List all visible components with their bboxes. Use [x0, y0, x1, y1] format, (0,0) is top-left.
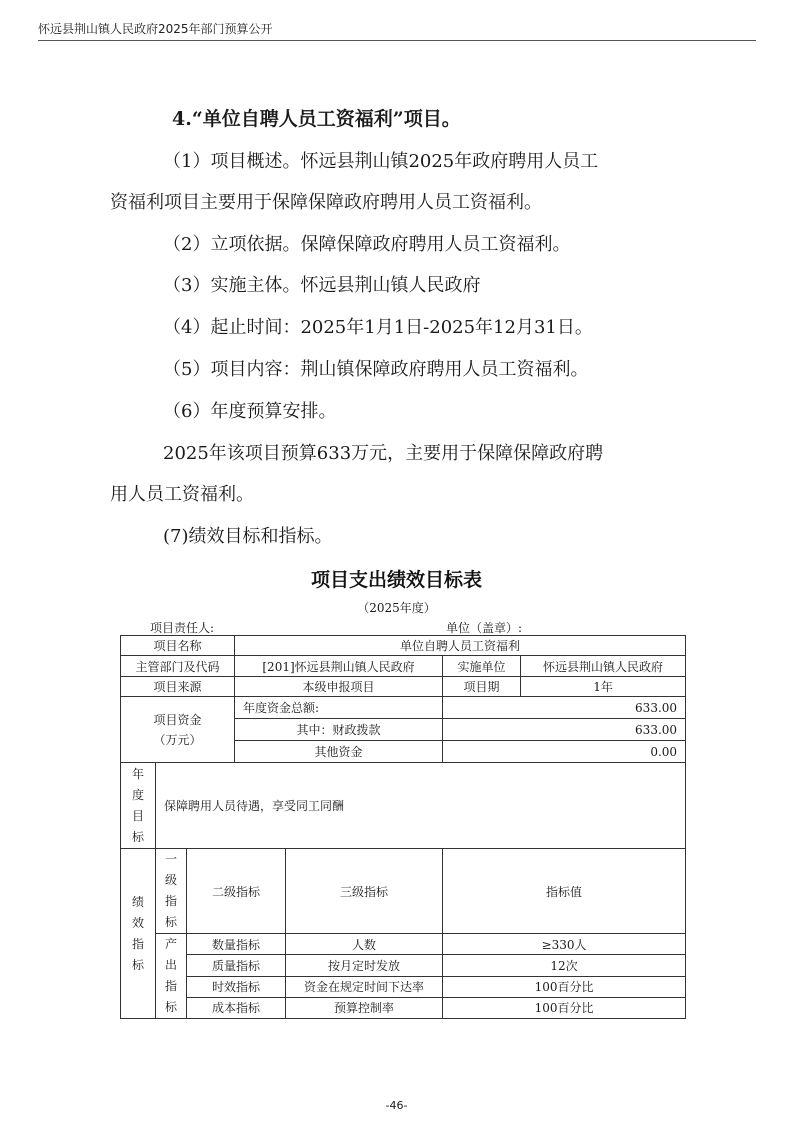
level1-char: 指	[164, 894, 177, 908]
level3-cell: 按月定时发放	[286, 955, 443, 976]
source-value: 本级申报项目	[235, 677, 443, 697]
funds-label	[121, 697, 235, 763]
annual-goal-char: 度	[131, 787, 144, 802]
annual-goal-char: 标	[131, 829, 144, 844]
project-name-label: 项目名称	[121, 636, 235, 656]
annual-goal-label	[121, 763, 156, 849]
period-value: 1年	[521, 677, 686, 697]
page-number: -46-	[385, 1099, 408, 1112]
paragraph-overview-line1: （1）项目概述。怀远县荆山镇2025年政府聘用人员工	[163, 151, 599, 172]
paragraph-goals: (7)绩效目标和指标。	[163, 526, 333, 547]
output-char: 出	[164, 958, 177, 972]
annual-goal-char: 年	[131, 766, 144, 781]
annual-goal-text: 保障聘用人员待遇，享受同工同酬	[156, 763, 686, 849]
fiscal-funds-value: 633.00	[443, 719, 686, 741]
level2-cell: 时效指标	[187, 976, 286, 997]
level3-header: 三级指标	[286, 849, 443, 934]
source-label: 项目来源	[121, 677, 235, 697]
table-title: 项目支出绩效目标表	[310, 569, 482, 591]
fiscal-funds-label: 其中：财政拨款	[235, 719, 443, 741]
level1-char: 级	[164, 873, 177, 887]
level3-cell: 人数	[286, 934, 443, 955]
header-divider	[38, 40, 756, 41]
perf-char: 指	[131, 936, 144, 951]
responsible-person-label: 项目责任人:	[150, 621, 215, 635]
unit-seal-label: 单位（盖章）:	[446, 621, 523, 635]
table-year: （2025年度）	[357, 601, 436, 615]
level2-cell: 成本指标	[187, 997, 286, 1018]
perf-char: 效	[131, 915, 144, 930]
section-heading: 4.“单位自聘人员工资福利”项目。	[172, 108, 461, 130]
level1-header	[156, 849, 187, 934]
level1-char: 标	[164, 915, 177, 929]
paragraph-budget-heading: （6）年度预算安排。	[163, 401, 337, 422]
perf-char: 绩	[131, 894, 144, 909]
level1-char: 一	[164, 852, 177, 866]
period-label: 项目期	[443, 677, 521, 697]
other-funds-label: 其他资金	[235, 741, 443, 763]
project-name-value: 单位自聘人员工资福利	[235, 636, 686, 656]
paragraph-budget-line2: 用人员工资福利。	[110, 484, 254, 505]
value-header: 指标值	[443, 849, 686, 934]
output-char: 产	[164, 937, 177, 951]
total-funds-label: 年度资金总额:	[235, 697, 443, 719]
paragraph-implementer: （3）实施主体。怀远县荆山镇人民政府	[163, 275, 481, 296]
performance-indicator-label	[121, 849, 156, 1019]
annual-goal-char: 目	[131, 808, 144, 823]
impl-label: 实施单位	[443, 656, 521, 677]
output-char: 标	[164, 1000, 177, 1014]
paragraph-period: （4）起止时间：2025年1月1日-2025年12月31日。	[163, 317, 593, 338]
dept-label: 主管部门及代码	[121, 656, 235, 677]
paragraph-content: （5）项目内容：荆山镇保障政府聘用人员工资福利。	[163, 359, 589, 380]
page-header-title: 怀远县荆山镇人民政府2025年部门预算公开	[38, 22, 273, 36]
other-funds-value: 0.00	[443, 741, 686, 763]
total-funds-value: 633.00	[443, 697, 686, 719]
output-char: 指	[164, 979, 177, 993]
paragraph-basis: （2）立项依据。保障保障政府聘用人员工资福利。	[163, 234, 571, 255]
level3-cell: 资金在规定时间下达率	[286, 976, 443, 997]
level2-cell: 质量指标	[187, 955, 286, 976]
output-indicator-label	[156, 934, 187, 1019]
funds-label-line1: 项目资金	[153, 712, 202, 727]
performance-table	[120, 635, 686, 1019]
value-cell: ≥330人	[443, 934, 686, 955]
funds-label-line2: （万元）	[153, 732, 202, 747]
level2-cell: 数量指标	[187, 934, 286, 955]
impl-value: 怀远县荆山镇人民政府	[521, 656, 686, 677]
value-cell: 12次	[443, 955, 686, 976]
paragraph-overview-line2: 资福利项目主要用于保障保障政府聘用人员工资福利。	[110, 192, 542, 213]
value-cell: 100百分比	[443, 997, 686, 1018]
perf-char: 标	[131, 957, 144, 972]
dept-value: [201]怀远县荆山镇人民政府	[235, 656, 443, 677]
level2-header: 二级指标	[187, 849, 286, 934]
paragraph-budget-line1: 2025年该项目预算633万元，主要用于保障保障政府聘	[163, 443, 604, 464]
value-cell: 100百分比	[443, 976, 686, 997]
level3-cell: 预算控制率	[286, 997, 443, 1018]
